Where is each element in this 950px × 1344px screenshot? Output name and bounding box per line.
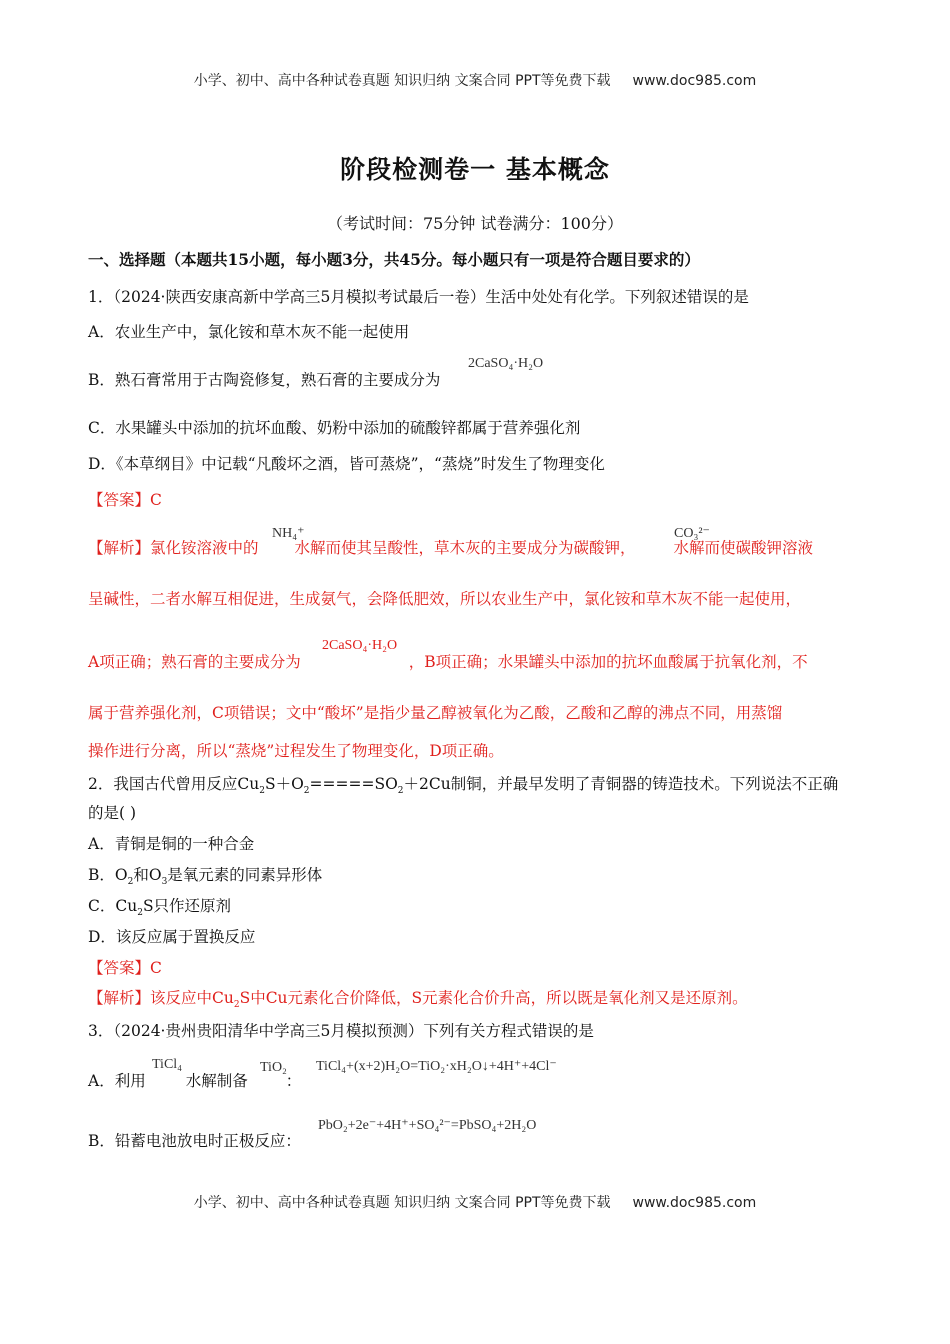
- carbonate-formula: CO₃²⁻: [674, 526, 710, 541]
- exam-info: （考试时间：75分钟 试卷满分：100分）: [327, 214, 623, 233]
- q2-explanation: 【解析】该反应中$Cu_2S$中Cu元素化合价降低，S元素化合价升高，所以既是氧化剂又是还原剂。: [88, 989, 748, 1011]
- question-2-stem-line-1: 2．我国古代曾用反应$Cu_2S+O_2=====SO_2+2Cu$制铜，并最早发明了青铜器的铸造技术。下列说法不正确: [88, 775, 839, 797]
- question-3-stem: 3．（2024·贵州贵阳清华中学高三5月模拟预测）下列有关方程式错误的是: [88, 1022, 594, 1040]
- q2-option-c: C．$Cu_2S$只作还原剂: [88, 897, 232, 919]
- q2-option-d: D．该反应属于置换反应: [88, 928, 256, 946]
- hydrolysis-equation: TiCl₄+(x+2)H₂O=TiO₂·xH₂O↓+4H⁺+4Cl⁻: [316, 1059, 557, 1074]
- q1-explanation-line-4: 属于营养强化剂，C项错误；文中“酸坏”是指少量乙醇被氧化为乙酸，乙酸和乙醇的沸点不同，用蒸馏: [88, 704, 783, 722]
- q2-answer: 【答案】C: [88, 959, 162, 977]
- footer-url[interactable]: www.doc985.com: [632, 1195, 757, 1211]
- q2-option-a: A．青铜是铜的一种合金: [88, 835, 255, 853]
- page-header: [0, 70, 950, 90]
- cathode-equation: PbO₂+2e⁻+4H⁺+SO₄²⁻=PbSO₄+2H₂O: [318, 1118, 537, 1133]
- gypsum-formula: 2CaSO₄·H₂O: [468, 356, 544, 371]
- page-title: 阶段检测卷一 基本概念: [340, 155, 610, 184]
- q3-option-a: A．利用 水解制备 ：: [88, 1072, 302, 1090]
- q1-explanation-line-3: A项正确；熟石膏的主要成分为 ，B项正确；水果罐头中添加的抗坏血酸属于抗氧化剂，不: [88, 653, 808, 671]
- q1-option-a: A．农业生产中，氯化铵和草木灰不能一起使用: [88, 323, 410, 341]
- ticl4-formula: TiCl₄: [152, 1057, 183, 1072]
- question-2-stem-line-2: 的是( ): [88, 804, 137, 822]
- q1-option-b: B．熟石膏常用于古陶瓷修复，熟石膏的主要成分为: [88, 371, 441, 389]
- gypsum-formula-explanation: 2CaSO₄·H₂O: [322, 638, 398, 653]
- page-footer: [0, 1192, 950, 1212]
- q1-explanation-line-1: 【解析】氯化铵溶液中的 水解而使其呈酸性，草木灰的主要成分为碳酸钾， 水解而使碳酸钾溶液: [88, 539, 814, 557]
- q1-explanation-line-5: 操作进行分离，所以“蒸烧”过程发生了物理变化，D项正确。: [88, 742, 504, 760]
- q1-explanation-line-2: 呈碱性，二者水解互相促进，生成氨气，会降低肥效，所以农业生产中，氯化铵和草木灰不能一起使用，: [88, 590, 802, 608]
- question-1-stem: 1．（2024·陕西安康高新中学高三5月模拟考试最后一卷）生活中处处有化学。下列叙述错误的是: [88, 288, 749, 306]
- q1-option-c: C．水果罐头中添加的抗坏血酸、奶粉中添加的硫酸锌都属于营养强化剂: [88, 419, 581, 437]
- q1-option-d: D．《本草纲目》中记载“凡酸坏之酒，皆可蒸烧”，“蒸烧”时发生了物理变化: [88, 455, 605, 473]
- q2-option-b: B．$O_2$和$O_3$是氧元素的同素异形体: [88, 866, 323, 888]
- tio2-formula: TiO₂: [260, 1060, 287, 1075]
- section-heading: 一、选择题（本题共15小题，每小题3分，共45分。每小题只有一项是符合题目要求的）: [88, 250, 700, 269]
- header-url[interactable]: www.doc985.com: [632, 73, 757, 89]
- header-text: 小学、初中、高中各种试卷真题 知识归纳 文案合同 PPT等免费下载: [193, 73, 611, 89]
- q3-option-b: B．铅蓄电池放电时正极反应：: [88, 1132, 301, 1150]
- q1-answer: 【答案】C: [88, 491, 162, 509]
- footer-text: 小学、初中、高中各种试卷真题 知识归纳 文案合同 PPT等免费下载: [193, 1195, 611, 1211]
- ammonium-formula: NH₄⁺: [272, 526, 305, 541]
